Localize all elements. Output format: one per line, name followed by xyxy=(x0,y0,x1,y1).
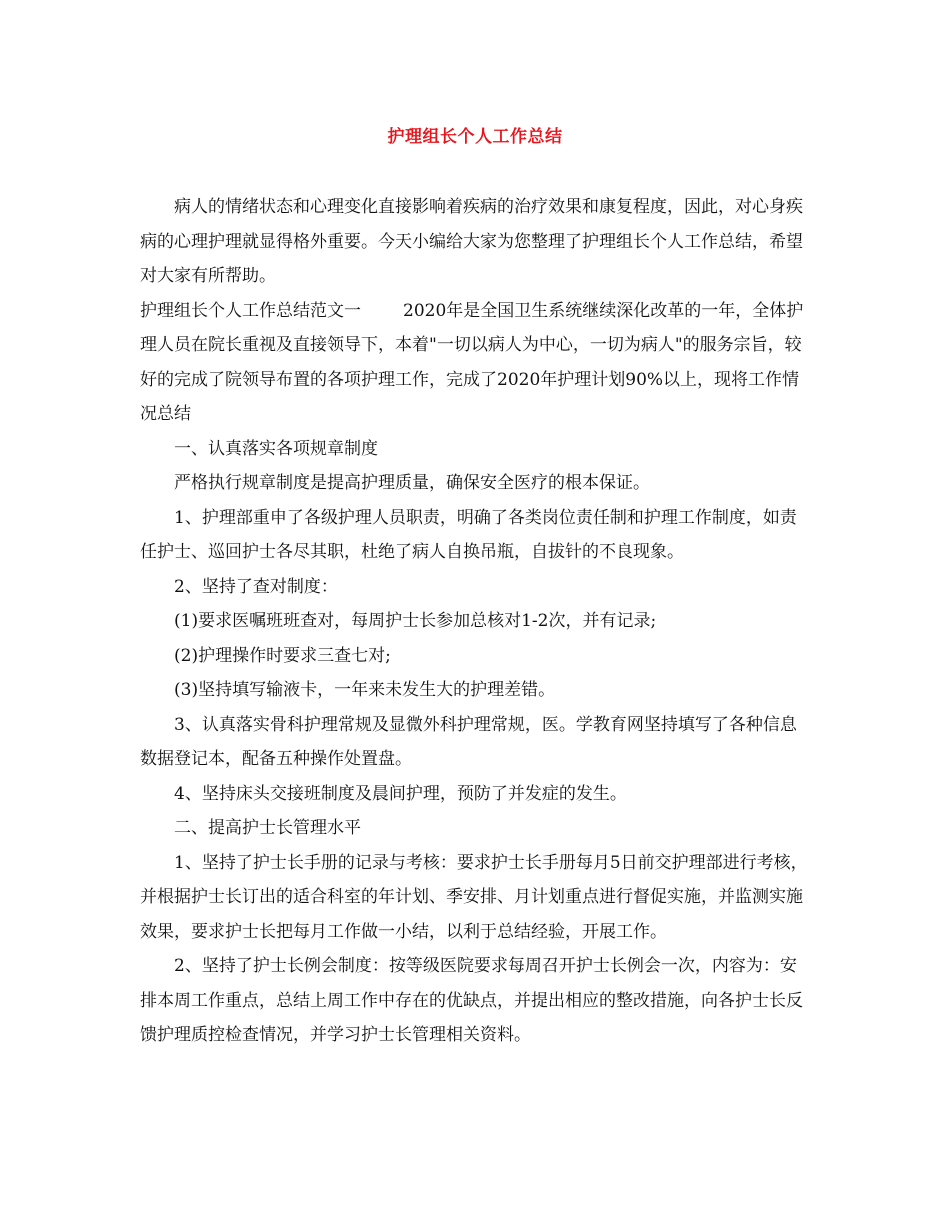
intro-paragraph: 病人的情绪状态和心理变化直接影响着疾病的治疗效果和康复程度，因此，对心身疾病的心理护理就显得格外重要。今天小编给大家为您整理了护理组长个人工作总结，希望对大家有所帮助。 xyxy=(140,197,803,286)
section-heading-2: 二、提高护士长管理水平 xyxy=(174,818,361,838)
list-item: (1)要求医嘱班班查对，每周护士长参加总核对1-2次，并有记录; xyxy=(174,611,657,631)
document-title: 护理组长个人工作总结 xyxy=(387,127,563,147)
section-heading-1: 一、认真落实各项规章制度 xyxy=(174,438,378,459)
body-paragraph: 4、坚持床头交接班制度及晨间护理，预防了并发症的发生。 xyxy=(174,783,627,804)
body-paragraph: 2、坚持了护士长例会制度：按等级医院要求每周召开护士长例会一次，内容为：安排本周工作重点，总结上周工作中存在的优缺点，并提出相应的整改措施，向各护士长反馈护理质控检查情况，并学习护士长管理相关资料。 xyxy=(140,956,803,1045)
sample-heading: 护理组长个人工作总结范文一 xyxy=(140,300,361,321)
body-paragraph: 1、坚持了护士长手册的记录与考核：要求护士长手册每月5日前交护理部进行考核，并根据护士长订出的适合科室的年计划、季安排、月计划重点进行督促实施，并监测实施效果，要求护士长把每月工作做一小结，以利于总结经验，开展工作。 xyxy=(140,852,808,942)
body-paragraph: 3、认真落实骨科护理常规及显微外科护理常规，医。学教育网坚持填写了各种信息数据登记本，配备五种操作处置盘。 xyxy=(140,714,797,769)
body-paragraph: 1、护理部重申了各级护理人员职责，明确了各类岗位责任制和护理工作制度，如责任护士、巡回护士各尽其职，杜绝了病人自换吊瓶，自拔针的不良现象。 xyxy=(140,507,797,562)
sample-paragraph xyxy=(140,294,812,432)
list-item: (3)坚持填写输液卡，一年来未发生大的护理差错。 xyxy=(174,680,556,700)
sample-opening-text: 2020年是全国卫生系统继续深化改革的一年，全体护理人员在院长重视及直接领导下，本着"一切以病人为中心，一切为病人"的服务宗旨，较好的完成了院领导布置的各项护理工作，完成了2020年护理计划90%以上，现将工作情况总结 xyxy=(140,300,804,424)
body-paragraph: 严格执行规章制度是提高护理质量，确保安全医疗的根本保证。 xyxy=(174,473,650,493)
body-paragraph: 2、坚持了查对制度： xyxy=(174,576,338,597)
list-item: (2)护理操作时要求三查七对; xyxy=(174,645,391,666)
document-body xyxy=(140,190,812,1053)
